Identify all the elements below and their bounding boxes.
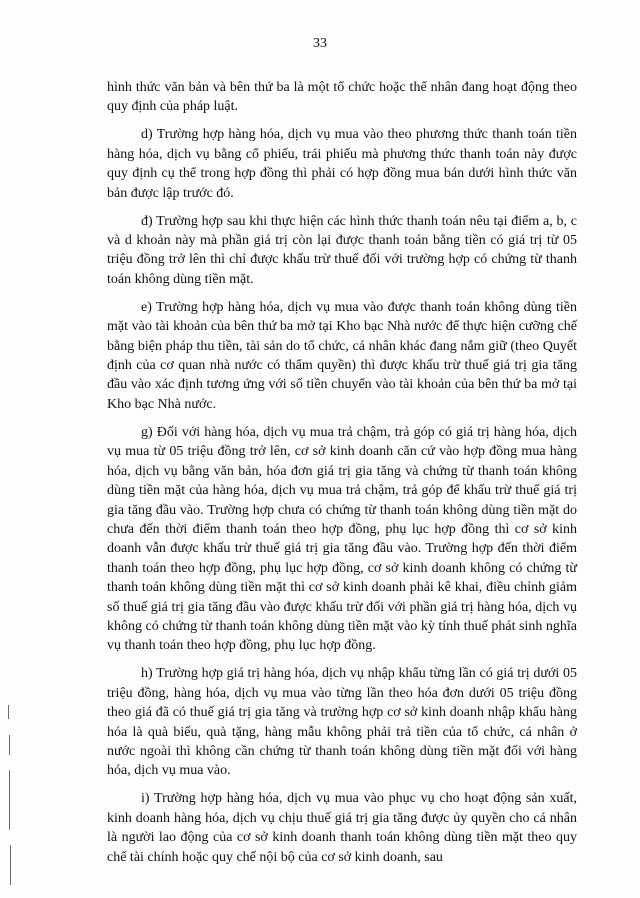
paragraph-dd: đ) Trường hợp sau khi thực hiện các hình thức thanh toán nêu tại điểm a, b, c và d khoản này mà phần giá trị còn lại được thanh toán bằng tiền có giá trị từ 05 triệu đồng trở lên thì chỉ được khấu trừ thuế đối với trường hợp có chứng từ thanh toán không dùng tiền mặt. [107,213,577,287]
scan-edge-mark [9,770,10,830]
paragraph-g: g) Đối với hàng hóa, dịch vụ mua trả chậm, trả góp có giá trị hàng hóa, dịch vụ mua từ 05 triệu đồng trở lên, cơ sở kinh doanh căn cứ vào hợp đồng mua hàng hóa, dịch vụ bằng văn bản, hóa đơn giá trị gia tăng và chứng từ thanh toán không dùng tiền mặt của hàng hóa, dịch vụ mua trả chậm, trả góp để khấu trừ thuế giá trị gia tăng đầu vào. Trường hợp chưa có chứng từ thanh toán không dùng tiền mặt do chưa đến thời điểm thanh toán theo hợp đồng, phụ lục hợp đồng thì cơ sở kinh doanh vẫn được khấu trừ thuế giá trị gia tăng đầu vào. Trường hợp đến thời điểm thanh toán theo hợp đồng, phụ lục hợp đồng, cơ sở kinh doanh không có chứng từ thanh toán không dùng tiền mặt thì cơ sở kinh doanh phải kê khai, điều chỉnh giảm số thuế giá trị gia tăng đầu vào được khấu trừ đối với phần giá trị hàng hóa, dịch vụ không có chứng từ thanh toán không dùng tiền mặt vào kỳ tính thuế phát sinh nghĩa vụ thanh toán theo hợp đồng, phụ lục hợp đồng. [107,424,577,654]
paragraph-d: d) Trường hợp hàng hóa, dịch vụ mua vào theo phương thức thanh toán tiền hàng hóa, dịch vụ bằng cổ phiếu, trái phiếu mà phương thức thanh toán này được quy định cụ thể trong hợp đồng thì phải có hợp đồng mua bán dưới hình thức văn bản được lập trước đó. [107,127,577,201]
scan-edge-mark [8,705,9,719]
scan-edge-mark [10,845,11,885]
paragraph-h: h) Trường hợp giá trị hàng hóa, dịch vụ nhập khẩu từng lần có giá trị dưới 05 triệu đồng, hàng hóa, dịch vụ mua vào từng lần theo hóa đơn dưới 05 triệu đồng theo giá đã có thuế giá trị gia tăng và trường hợp cơ sở kinh doanh nhập khẩu hàng hóa là quà biếu, quà tặng, hàng mẫu không phải trả tiền của tổ chức, cá nhân ở nước ngoài thì không cần chứng từ thanh toán không dùng tiền mặt đối với hàng hóa, dịch vụ mua vào. [107,666,577,779]
paragraph-continuation: hình thức văn bản và bên thứ ba là một tổ chức hoặc thể nhân đang hoạt động theo quy định của pháp luật. [107,80,577,115]
document-body [107,78,577,876]
page-number: 33 [313,36,327,51]
paragraph-e: e) Trường hợp hàng hóa, dịch vụ mua vào được thanh toán không dùng tiền mặt vào tài khoản của bên thứ ba mở tại Kho bạc Nhà nước để thực hiện cưỡng chế bằng biện pháp thu tiền, tài sản do tổ chức, cá nhân khác đang nắm giữ (theo Quyết định của cơ quan nhà nước có thẩm quyền) thì được khấu trừ thuế giá trị gia tăng đầu vào xác định tương ứng với số tiền chuyển vào tài khoản của bên thứ ba mở tại Kho bạc Nhà nước. [107,299,577,412]
paragraph-i: i) Trường hợp hàng hóa, dịch vụ mua vào phục vụ cho hoạt động sản xuất, kinh doanh hàng hóa, dịch vụ chịu thuế giá trị gia tăng được ủy quyền cho cá nhân là người lao động của cơ sở kinh doanh thanh toán không dùng tiền mặt theo quy chế tài chính hoặc quy chế nội bộ của cơ sở kinh doanh, sau [107,791,577,865]
scan-edge-mark [9,735,10,755]
